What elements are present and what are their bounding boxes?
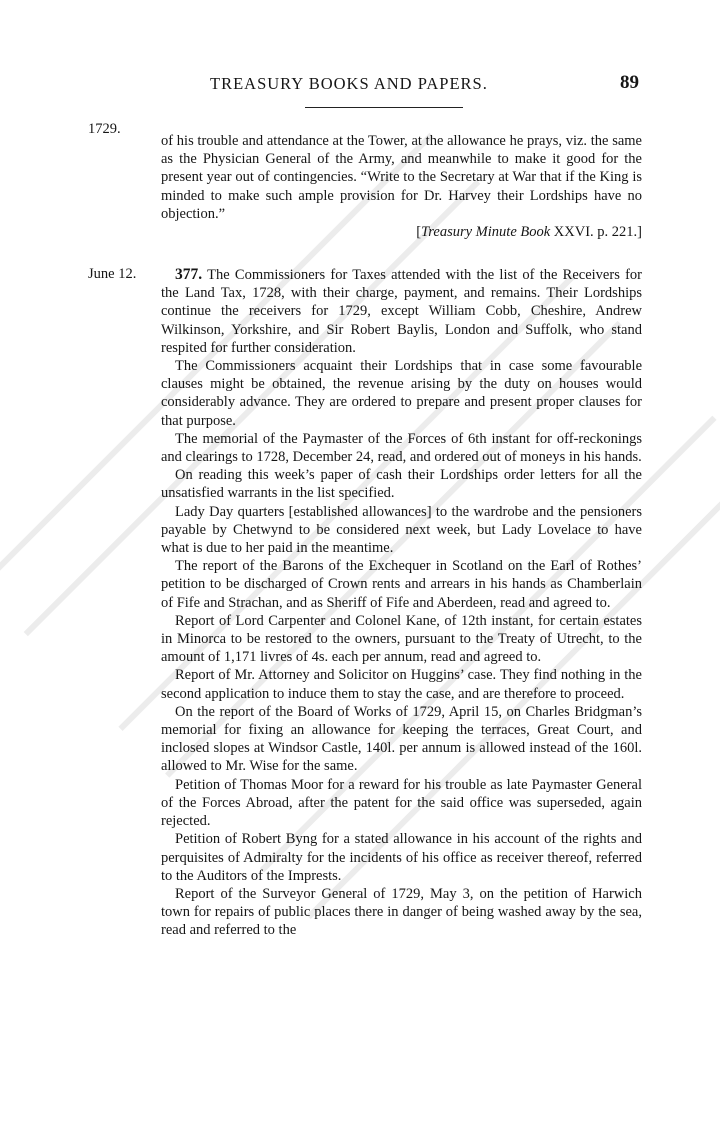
entry-paragraph: On the report of the Board of Works of 1729, April 15, on Charles Bridgman’s memorial for fixing an allowance for keeping the terraces, Great Court, and inclosed slopes at Windsor Castle, 140l. per annum is allowed instead of the 160l. allowed to Mr. Wise for the same.: [161, 703, 642, 775]
entry-number: 377.: [175, 266, 203, 283]
margin-year: 1729.: [88, 121, 121, 137]
entry-377: [161, 266, 642, 940]
page-number: 89: [620, 72, 639, 93]
citation: [161, 223, 642, 241]
entry-paragraph: On reading this week’s paper of cash their Lordships order letters for all the unsatisfied warrants in the list specified.: [161, 467, 642, 502]
margin-date: June 12.: [88, 266, 137, 282]
entry-paragraph-text: The Commissioners for Taxes attended with the list of the Receivers for the Land Tax, 1728, with their charge, payment, and remains. Their Lordships continue the receivers for 1729, except William Cobb, Cheshire, Andrew Wilkinson, Yorkshire, and Sir Robert Baylis, London and Suffolk, who stand respited for further consideration.: [161, 267, 642, 356]
header-rule: [305, 107, 463, 108]
continuation-paragraph: of his trouble and attendance at the Tower, at the allowance he prays, viz. the same as the Physician General of the Army, and meanwhile to make it good for the present year out of contingencies. “Write to the Secretary at War that if the King is minded to make such ample provision for Dr. Harvey their Lordships have no objection.”: [161, 133, 642, 222]
entry-paragraph: Lady Day quarters [established allowances] to the wardrobe and the pensioners payable by Chetwynd to be considered next week, but Lady Lovelace to have what is due to her paid in the meantime.: [161, 503, 642, 557]
entry-paragraph: The memorial of the Paymaster of the Forces of 6th instant for off-reckonings and clearings to 1728, December 24, read, and ordered out of moneys in his hands.: [161, 430, 642, 466]
entry-paragraph: Petition of Thomas Moor for a reward for his trouble as late Paymaster General of the Forces Abroad, after the patent for the said office was superseded, again rejected.: [161, 776, 642, 830]
entry-paragraph: [161, 266, 642, 357]
page-header: [0, 74, 720, 98]
running-title: TREASURY BOOKS AND PAPERS.: [210, 74, 488, 93]
entry-paragraph: Report of the Surveyor General of 1729, May 3, on the petition of Harwich town for repairs of public places there in danger of being washed away by the sea, read and referred to the: [161, 885, 642, 939]
citation-source: Treasury Minute Book: [421, 224, 551, 241]
citation-ref: XXVI. p. 221.]: [550, 224, 642, 241]
entry-paragraph: The Commissioners acquaint their Lordships that in case some favourable clauses might be obtained, the revenue arising by the duty on houses would considerably advance. They are ordered to prepare and present proper clauses for that purpose.: [161, 358, 642, 429]
entry-paragraph: Petition of Robert Byng for a stated allowance in his account of the rights and perquisites of Admiralty for the incidents of his office as receiver thereof, referred to the Auditors of the Imprests.: [161, 831, 642, 884]
entry-paragraph: The report of the Barons of the Exchequer in Scotland on the Earl of Rothes’ petition to be discharged of Crown rents and arrears in his hands as Chamberlain of Fife and Strachan, and as Sheriff of Fife and Aberdeen, read and agreed to.: [161, 558, 642, 611]
continuation-block: [161, 132, 642, 241]
citation-open: [: [416, 224, 422, 241]
entry-paragraph: Report of Mr. Attorney and Solicitor on Huggins’ case. They find nothing in the second application to induce them to stay the case, and are therefore to proceed.: [161, 667, 642, 702]
entry-paragraph: Report of Lord Carpenter and Colonel Kane, of 12th instant, for certain estates in Minorca to be restored to the owners, pursuant to the Treaty of Utrecht, to the amount of 1,171 livres of 4s. each per annum, read and agreed to.: [161, 612, 642, 666]
